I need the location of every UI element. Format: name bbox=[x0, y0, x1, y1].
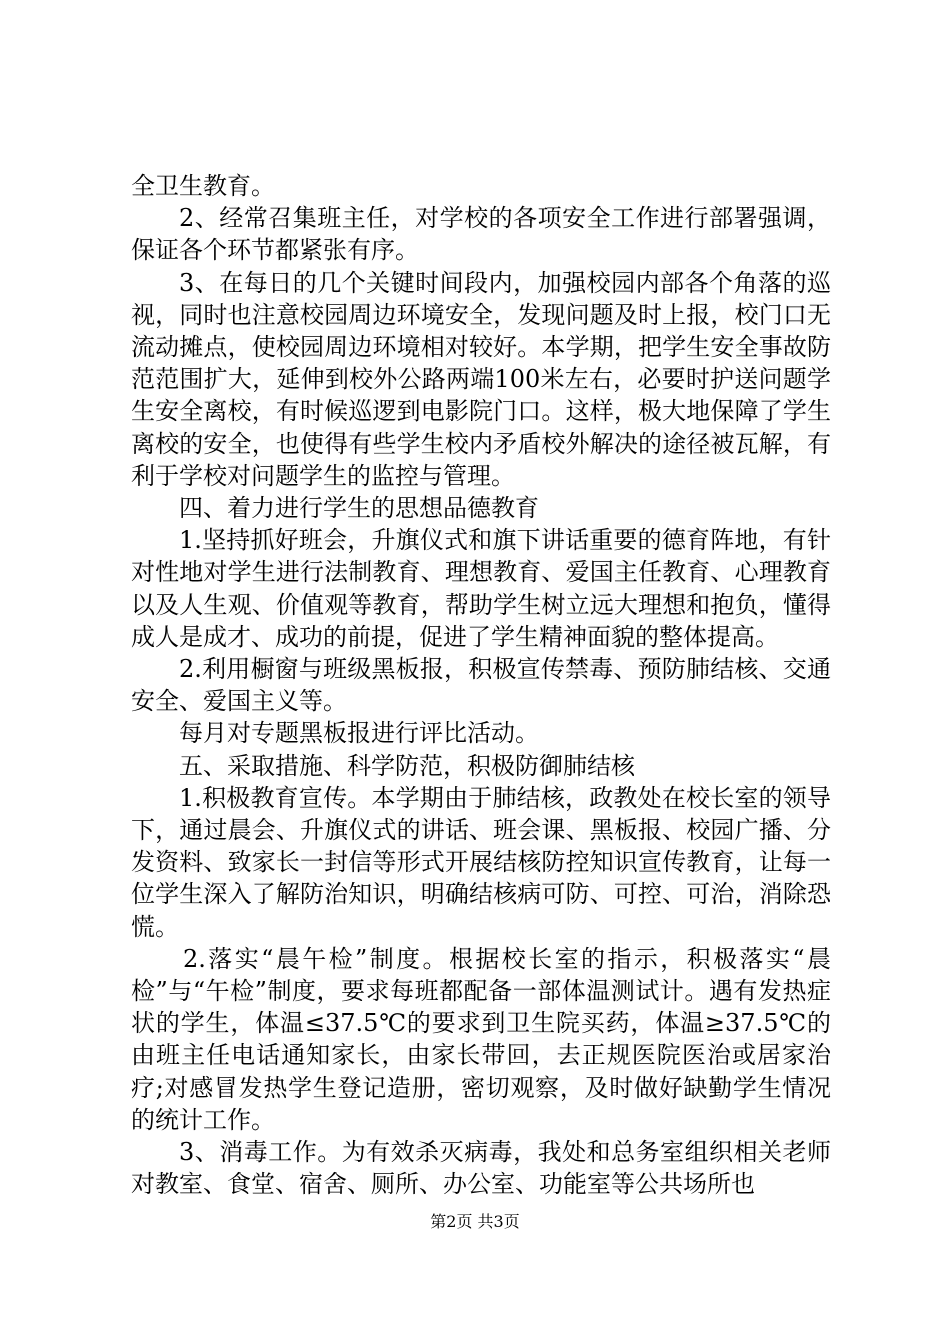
paragraph-10: 2.落实“晨午检”制度。根据校长室的指示，积极落实“晨检”与“午检”制度，要求每班都配备一部体温测试计。遇有发热症状的学生，体温≤37.5℃的要求到卫生院买药，体温≥37.5℃的由班主任电话通知家长，由家长带回，去正规医院医治或居家治疗;对感冒发热学生登记造册，密切观察，及时做好缺勤学生情况的统计工作。 bbox=[131, 944, 831, 1134]
paragraph-9: 1.积极教育宣传。本学期由于肺结核，政教处在校长室的领导下，通过晨会、升旗仪式的讲话、班会课、黑板报、校园广播、分发资料、致家长一封信等形式开展结核防控知识宣传教育，让每一位学生深入了解防治知识，明确结核病可防、可控、可治，消除恐慌。 bbox=[131, 783, 831, 941]
paragraph-1: 全卫生教育。 bbox=[131, 172, 275, 200]
paragraph-5: 1.坚持抓好班会，升旗仪式和旗下讲话重要的德育阵地，有针对性地对学生进行法制教育、理想教育、爱国主任教育、心理教育以及人生观、价值观等教育，帮助学生树立远大理想和抱负，懂得成人是成才、成功的前提，促进了学生精神面貌的整体提高。 bbox=[131, 526, 831, 651]
section-heading-4: 四、着力进行学生的思想品德教育 bbox=[179, 494, 539, 523]
paragraph-3: 3、在每日的几个关键时间段内，加强校园内部各个角落的巡视，同时也注意校园周边环境安全，发现问题及时上报，校门口无流动摊点，使校园周边环境相对较好。本学期，把学生安全事故防范范围扩大，延伸到校外公路两端100米左右，必要时护送问题学生安全离校，有时候巡逻到电影院门口。这样，极大地保障了学生离校的安全，也使得有些学生校内矛盾校外解决的途径被瓦解，有利于学校对问题学生的监控与管理。 bbox=[131, 268, 831, 490]
section-heading-5: 五、采取措施、科学防范，积极防御肺结核 bbox=[179, 751, 635, 780]
paragraph-11: 3、消毒工作。为有效杀灭病毒，我处和总务室组织相关老师对教室、食堂、宿舍、厕所、办公室、功能室等公共场所也 bbox=[131, 1138, 831, 1199]
paragraph-7: 每月对专题黑板报进行评比活动。 bbox=[179, 719, 539, 748]
paragraph-6: 2.利用橱窗与班级黑板报，积极宣传禁毒、预防肺结核、交通安全、爱国主义等。 bbox=[131, 655, 831, 716]
document-body bbox=[131, 170, 831, 1201]
paragraph-2: 2、经常召集班主任，对学校的各项安全工作进行部署强调，保证各个环节都紧张有序。 bbox=[131, 204, 831, 265]
page-number-footer: 第2页 共3页 bbox=[430, 1212, 520, 1231]
